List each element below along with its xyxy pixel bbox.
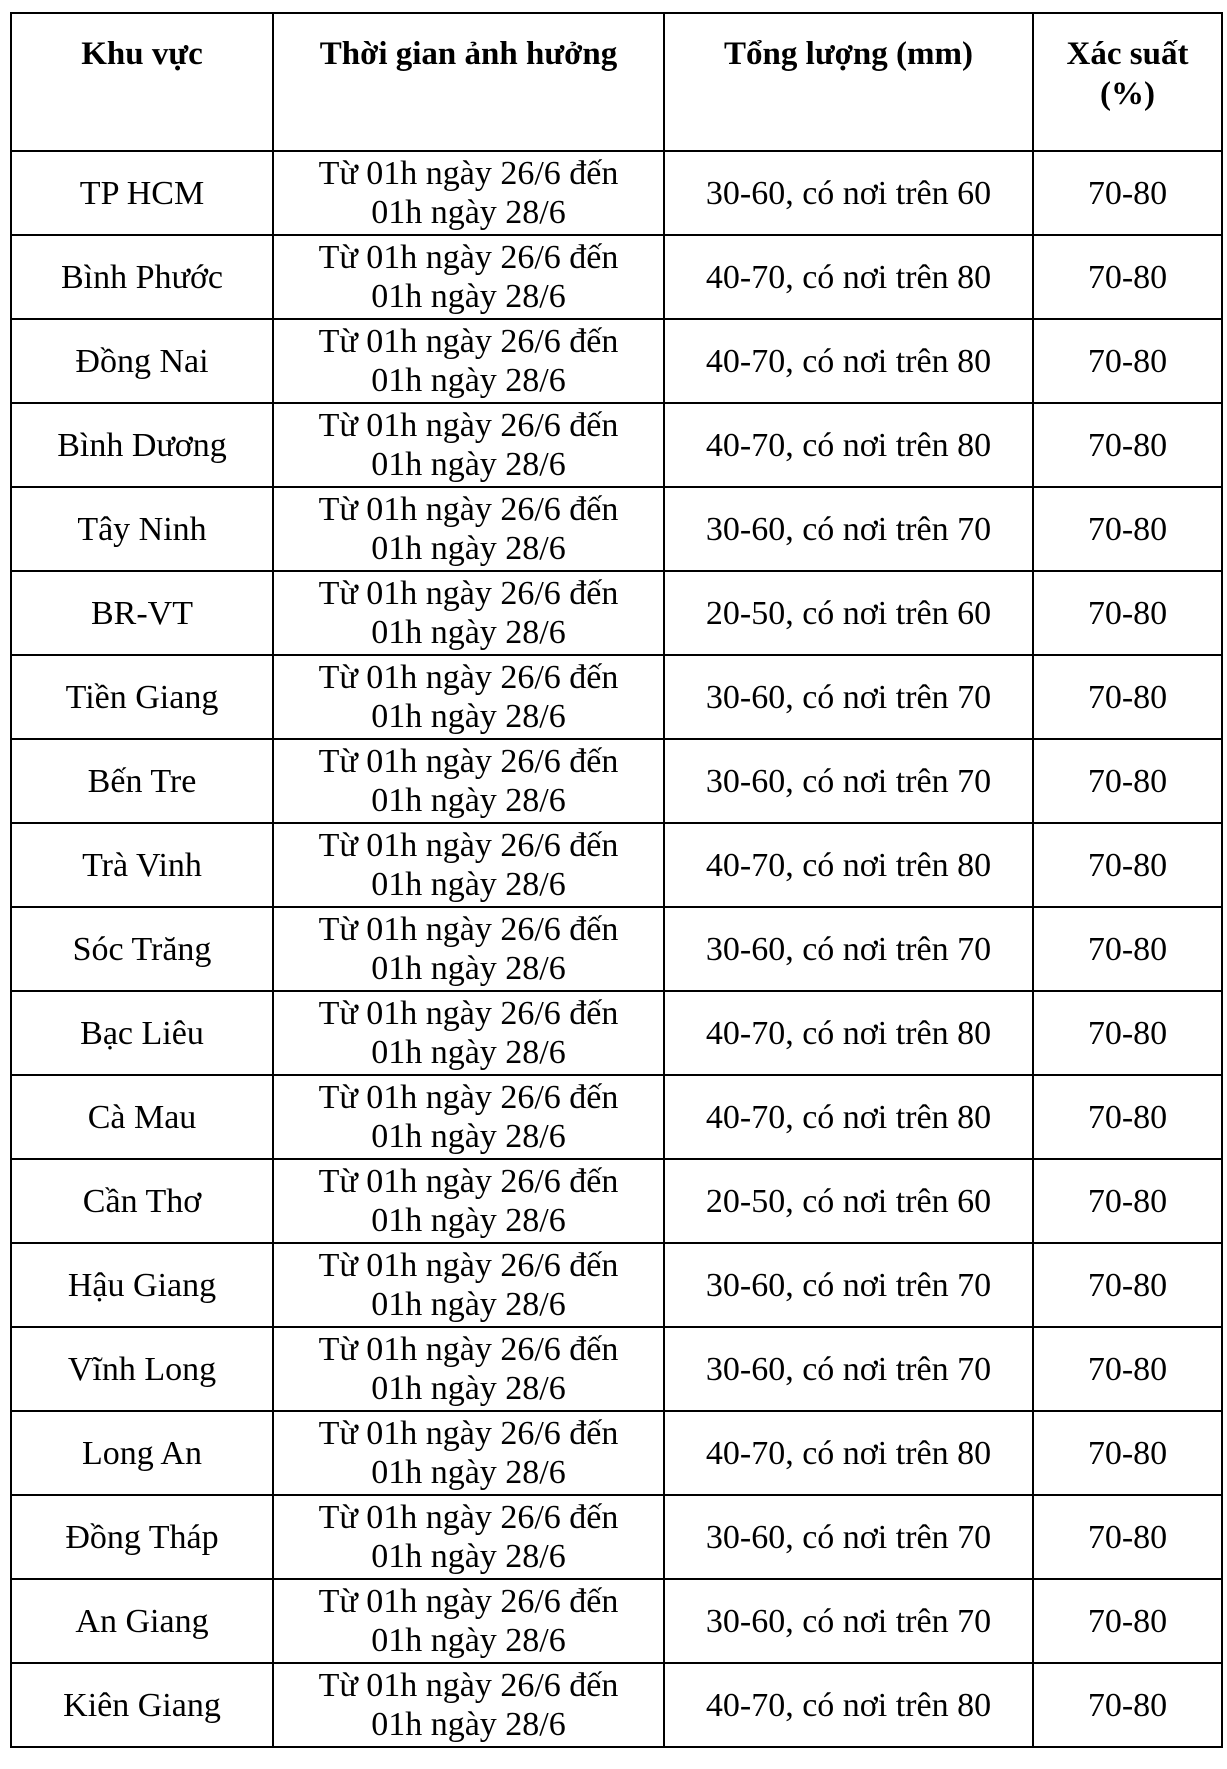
cell-time — [273, 487, 664, 571]
cell-probability: 70-80 — [1033, 739, 1222, 823]
cell-total: 40-70, có nơi trên 80 — [664, 1411, 1033, 1495]
table-row — [11, 1075, 1222, 1159]
cell-time-line2: 01h ngày 28/6 — [371, 362, 566, 399]
cell-region: Bình Phước — [11, 235, 273, 319]
cell-time — [273, 739, 664, 823]
header-region: Khu vực — [11, 13, 273, 151]
cell-time-line1: Từ 01h ngày 26/6 đến — [318, 827, 619, 864]
cell-region: Bạc Liêu — [11, 991, 273, 1075]
cell-total: 30-60, có nơi trên 70 — [664, 907, 1033, 991]
cell-probability: 70-80 — [1033, 823, 1222, 907]
cell-region: An Giang — [11, 1579, 273, 1663]
cell-total: 30-60, có nơi trên 60 — [664, 151, 1033, 235]
cell-time — [273, 1663, 664, 1747]
cell-time-line2: 01h ngày 28/6 — [371, 1370, 566, 1407]
table-row — [11, 487, 1222, 571]
cell-probability: 70-80 — [1033, 1495, 1222, 1579]
cell-total: 40-70, có nơi trên 80 — [664, 823, 1033, 907]
cell-total: 30-60, có nơi trên 70 — [664, 1495, 1033, 1579]
table-row — [11, 1663, 1222, 1747]
cell-total: 30-60, có nơi trên 70 — [664, 1243, 1033, 1327]
table-row — [11, 235, 1222, 319]
table-row — [11, 907, 1222, 991]
cell-time-line2: 01h ngày 28/6 — [371, 278, 566, 315]
cell-time-line1: Từ 01h ngày 26/6 đến — [318, 1583, 619, 1620]
table-row — [11, 319, 1222, 403]
table-row — [11, 1579, 1222, 1663]
cell-time-line2: 01h ngày 28/6 — [371, 446, 566, 483]
cell-time-line1: Từ 01h ngày 26/6 đến — [318, 1415, 619, 1452]
cell-time — [273, 403, 664, 487]
cell-time-line1: Từ 01h ngày 26/6 đến — [318, 239, 619, 276]
cell-time-line2: 01h ngày 28/6 — [371, 950, 566, 987]
cell-time — [273, 1495, 664, 1579]
table-row — [11, 739, 1222, 823]
table-row — [11, 1159, 1222, 1243]
cell-region: Cần Thơ — [11, 1159, 273, 1243]
cell-region: Kiên Giang — [11, 1663, 273, 1747]
cell-time — [273, 823, 664, 907]
cell-total: 40-70, có nơi trên 80 — [664, 319, 1033, 403]
header-time: Thời gian ảnh hưởng — [273, 13, 664, 151]
cell-time — [273, 991, 664, 1075]
cell-total: 40-70, có nơi trên 80 — [664, 991, 1033, 1075]
cell-time-line1: Từ 01h ngày 26/6 đến — [318, 1079, 619, 1116]
table-row — [11, 403, 1222, 487]
table-row — [11, 1243, 1222, 1327]
cell-region: Đồng Tháp — [11, 1495, 273, 1579]
cell-time — [273, 235, 664, 319]
cell-probability: 70-80 — [1033, 235, 1222, 319]
cell-probability: 70-80 — [1033, 1663, 1222, 1747]
cell-total: 30-60, có nơi trên 70 — [664, 1327, 1033, 1411]
cell-region: Sóc Trăng — [11, 907, 273, 991]
cell-time-line2: 01h ngày 28/6 — [371, 1706, 566, 1743]
cell-region: Cà Mau — [11, 1075, 273, 1159]
cell-time — [273, 571, 664, 655]
table-row — [11, 571, 1222, 655]
header-total: Tổng lượng (mm) — [664, 13, 1033, 151]
cell-time-line1: Từ 01h ngày 26/6 đến — [318, 1331, 619, 1368]
cell-probability: 70-80 — [1033, 1075, 1222, 1159]
cell-region: Bình Dương — [11, 403, 273, 487]
cell-time-line2: 01h ngày 28/6 — [371, 698, 566, 735]
cell-time-line1: Từ 01h ngày 26/6 đến — [318, 323, 619, 360]
cell-region: Hậu Giang — [11, 1243, 273, 1327]
table-row — [11, 823, 1222, 907]
cell-time — [273, 1159, 664, 1243]
cell-time-line2: 01h ngày 28/6 — [371, 1454, 566, 1491]
cell-time-line2: 01h ngày 28/6 — [371, 1622, 566, 1659]
rainfall-forecast-table — [10, 12, 1223, 1748]
cell-time — [273, 1327, 664, 1411]
cell-time — [273, 907, 664, 991]
cell-time-line1: Từ 01h ngày 26/6 đến — [318, 911, 619, 948]
cell-region: Tây Ninh — [11, 487, 273, 571]
cell-probability: 70-80 — [1033, 907, 1222, 991]
cell-time-line2: 01h ngày 28/6 — [371, 530, 566, 567]
table-row — [11, 1327, 1222, 1411]
cell-time-line1: Từ 01h ngày 26/6 đến — [318, 575, 619, 612]
table-row — [11, 151, 1222, 235]
cell-time-line1: Từ 01h ngày 26/6 đến — [318, 1247, 619, 1284]
cell-time-line2: 01h ngày 28/6 — [371, 194, 566, 231]
cell-time-line1: Từ 01h ngày 26/6 đến — [318, 491, 619, 528]
cell-probability: 70-80 — [1033, 991, 1222, 1075]
cell-total: 30-60, có nơi trên 70 — [664, 487, 1033, 571]
cell-region: TP HCM — [11, 151, 273, 235]
cell-time-line1: Từ 01h ngày 26/6 đến — [318, 743, 619, 780]
cell-time — [273, 151, 664, 235]
table-row — [11, 655, 1222, 739]
cell-time-line1: Từ 01h ngày 26/6 đến — [318, 155, 619, 192]
cell-probability: 70-80 — [1033, 655, 1222, 739]
cell-time-line1: Từ 01h ngày 26/6 đến — [318, 659, 619, 696]
cell-probability: 70-80 — [1033, 1243, 1222, 1327]
cell-region: Đồng Nai — [11, 319, 273, 403]
cell-time — [273, 1579, 664, 1663]
cell-time — [273, 319, 664, 403]
cell-time-line2: 01h ngày 28/6 — [371, 1118, 566, 1155]
cell-probability: 70-80 — [1033, 403, 1222, 487]
cell-probability: 70-80 — [1033, 151, 1222, 235]
cell-probability: 70-80 — [1033, 487, 1222, 571]
cell-time-line2: 01h ngày 28/6 — [371, 1286, 566, 1323]
cell-total: 30-60, có nơi trên 70 — [664, 1579, 1033, 1663]
cell-probability: 70-80 — [1033, 1159, 1222, 1243]
cell-time-line2: 01h ngày 28/6 — [371, 1202, 566, 1239]
table-row — [11, 1411, 1222, 1495]
cell-time — [273, 1411, 664, 1495]
cell-probability: 70-80 — [1033, 1411, 1222, 1495]
cell-time — [273, 1075, 664, 1159]
cell-time-line2: 01h ngày 28/6 — [371, 866, 566, 903]
cell-total: 20-50, có nơi trên 60 — [664, 1159, 1033, 1243]
cell-time-line2: 01h ngày 28/6 — [371, 1034, 566, 1071]
cell-time-line1: Từ 01h ngày 26/6 đến — [318, 1667, 619, 1704]
header-probability-line1: Xác suất — [1066, 36, 1189, 72]
cell-time-line2: 01h ngày 28/6 — [371, 1538, 566, 1575]
cell-total: 40-70, có nơi trên 80 — [664, 1663, 1033, 1747]
cell-total: 30-60, có nơi trên 70 — [664, 655, 1033, 739]
cell-region: BR-VT — [11, 571, 273, 655]
cell-time — [273, 1243, 664, 1327]
table-header — [11, 13, 1222, 151]
cell-time-line1: Từ 01h ngày 26/6 đến — [318, 1163, 619, 1200]
cell-region: Tiền Giang — [11, 655, 273, 739]
table-row — [11, 1495, 1222, 1579]
cell-time-line2: 01h ngày 28/6 — [371, 614, 566, 651]
cell-region: Vĩnh Long — [11, 1327, 273, 1411]
cell-probability: 70-80 — [1033, 571, 1222, 655]
table-body — [11, 151, 1222, 1747]
table-row — [11, 991, 1222, 1075]
cell-region: Trà Vinh — [11, 823, 273, 907]
cell-time — [273, 655, 664, 739]
cell-time-line2: 01h ngày 28/6 — [371, 782, 566, 819]
header-probability — [1033, 13, 1222, 151]
cell-region: Long An — [11, 1411, 273, 1495]
cell-total: 20-50, có nơi trên 60 — [664, 571, 1033, 655]
header-row — [11, 13, 1222, 151]
header-probability-line2: (%) — [1100, 76, 1155, 112]
cell-region: Bến Tre — [11, 739, 273, 823]
cell-probability: 70-80 — [1033, 319, 1222, 403]
cell-probability: 70-80 — [1033, 1579, 1222, 1663]
cell-time-line1: Từ 01h ngày 26/6 đến — [318, 407, 619, 444]
cell-total: 30-60, có nơi trên 70 — [664, 739, 1033, 823]
cell-total: 40-70, có nơi trên 80 — [664, 1075, 1033, 1159]
cell-time-line1: Từ 01h ngày 26/6 đến — [318, 1499, 619, 1536]
cell-time-line1: Từ 01h ngày 26/6 đến — [318, 995, 619, 1032]
cell-probability: 70-80 — [1033, 1327, 1222, 1411]
cell-total: 40-70, có nơi trên 80 — [664, 235, 1033, 319]
cell-total: 40-70, có nơi trên 80 — [664, 403, 1033, 487]
